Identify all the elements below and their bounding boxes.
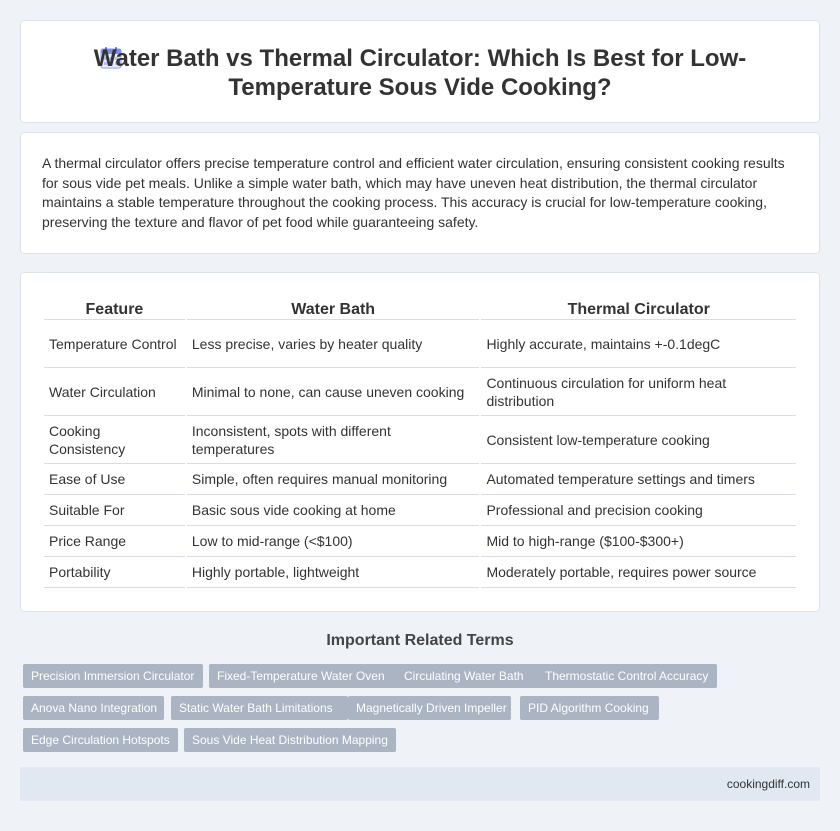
related-term-tag[interactable]: Circulating Water Bath xyxy=(396,664,553,688)
intro-card xyxy=(20,132,820,254)
table-row xyxy=(44,368,796,416)
table-cell: Highly portable, lightweight xyxy=(187,557,480,588)
related-term-tag[interactable]: Magnetically Driven Impeller xyxy=(348,696,511,720)
table-cell: Ease of Use xyxy=(44,464,185,495)
table-cell: Price Range xyxy=(44,526,185,557)
table-row xyxy=(44,464,796,495)
related-term-tag[interactable]: Precision Immersion Circulator xyxy=(23,664,203,688)
table-cell: Inconsistent, spots with different temperatures xyxy=(187,416,480,464)
table-cell: Highly accurate, maintains +-0.1degC xyxy=(481,320,796,368)
header-feature: Feature xyxy=(44,295,185,320)
related-term-tag[interactable]: Thermostatic Control Accuracy xyxy=(537,664,717,688)
table-cell: Water Circulation xyxy=(44,368,185,416)
table-row xyxy=(44,416,796,464)
comparison-table-card xyxy=(20,272,820,612)
table-cell: Minimal to none, can cause uneven cooking xyxy=(187,368,480,416)
header-water-bath: Water Bath xyxy=(187,295,480,320)
related-term-tag[interactable]: Anova Nano Integration xyxy=(23,696,164,720)
table-cell: Simple, often requires manual monitoring xyxy=(187,464,480,495)
table-cell: Moderately portable, requires power source xyxy=(481,557,796,588)
table-cell: Cooking Consistency xyxy=(44,416,185,464)
comparison-table xyxy=(42,295,798,588)
table-row xyxy=(44,526,796,557)
intro-paragraph: A thermal circulator offers precise temperature control and efficient water circulation, ensuring consistent cooking results for sous vide pet meals. Unlike a simple water bath, which may have uneven heat distribution, the thermal circulator maintains a stable temperature throughout the cooking process. This accuracy is crucial for low-temperature cooking, preserving the texture and flavor of pet food while guaranteeing safety. xyxy=(42,155,785,230)
related-term-tag[interactable]: Static Water Bath Limitations xyxy=(171,696,348,720)
table-row xyxy=(44,320,796,368)
table-cell: Basic sous vide cooking at home xyxy=(187,495,480,526)
table-cell: Temperature Control xyxy=(44,320,185,368)
table-cell: Less precise, varies by heater quality xyxy=(187,320,480,368)
table-cell: Mid to high-range ($100-$300+) xyxy=(481,526,796,557)
related-term-tag[interactable]: Fixed-Temperature Water Oven xyxy=(209,664,411,688)
table-cell: Portability xyxy=(44,557,185,588)
related-term-tag[interactable]: Sous Vide Heat Distribution Mapping xyxy=(184,728,396,752)
header-thermal-circulator: Thermal Circulator xyxy=(481,295,796,320)
table-cell: Automated temperature settings and timers xyxy=(481,464,796,495)
table-cell: Consistent low-temperature cooking xyxy=(481,416,796,464)
header-card xyxy=(20,20,820,123)
table-cell: Suitable For xyxy=(44,495,185,526)
related-terms-heading: Important Related Terms xyxy=(326,632,514,649)
table-header-row xyxy=(44,295,796,320)
table-cell: Professional and precision cooking xyxy=(481,495,796,526)
related-term-tag[interactable]: PID Algorithm Cooking xyxy=(520,696,659,720)
footer xyxy=(20,767,820,801)
page-title: Water Bath vs Thermal Circulator: Which Is Best for Low-Temperature Sous Vide Cooking? xyxy=(93,45,747,101)
table-cell: Continuous circulation for uniform heat distribution xyxy=(481,368,796,416)
related-term-tag[interactable]: Edge Circulation Hotspots xyxy=(23,728,178,752)
table-row xyxy=(44,557,796,588)
footer-site-link[interactable]: cookingdiff.com xyxy=(726,777,810,791)
table-cell: Low to mid-range (<$100) xyxy=(187,526,480,557)
table-row xyxy=(44,495,796,526)
